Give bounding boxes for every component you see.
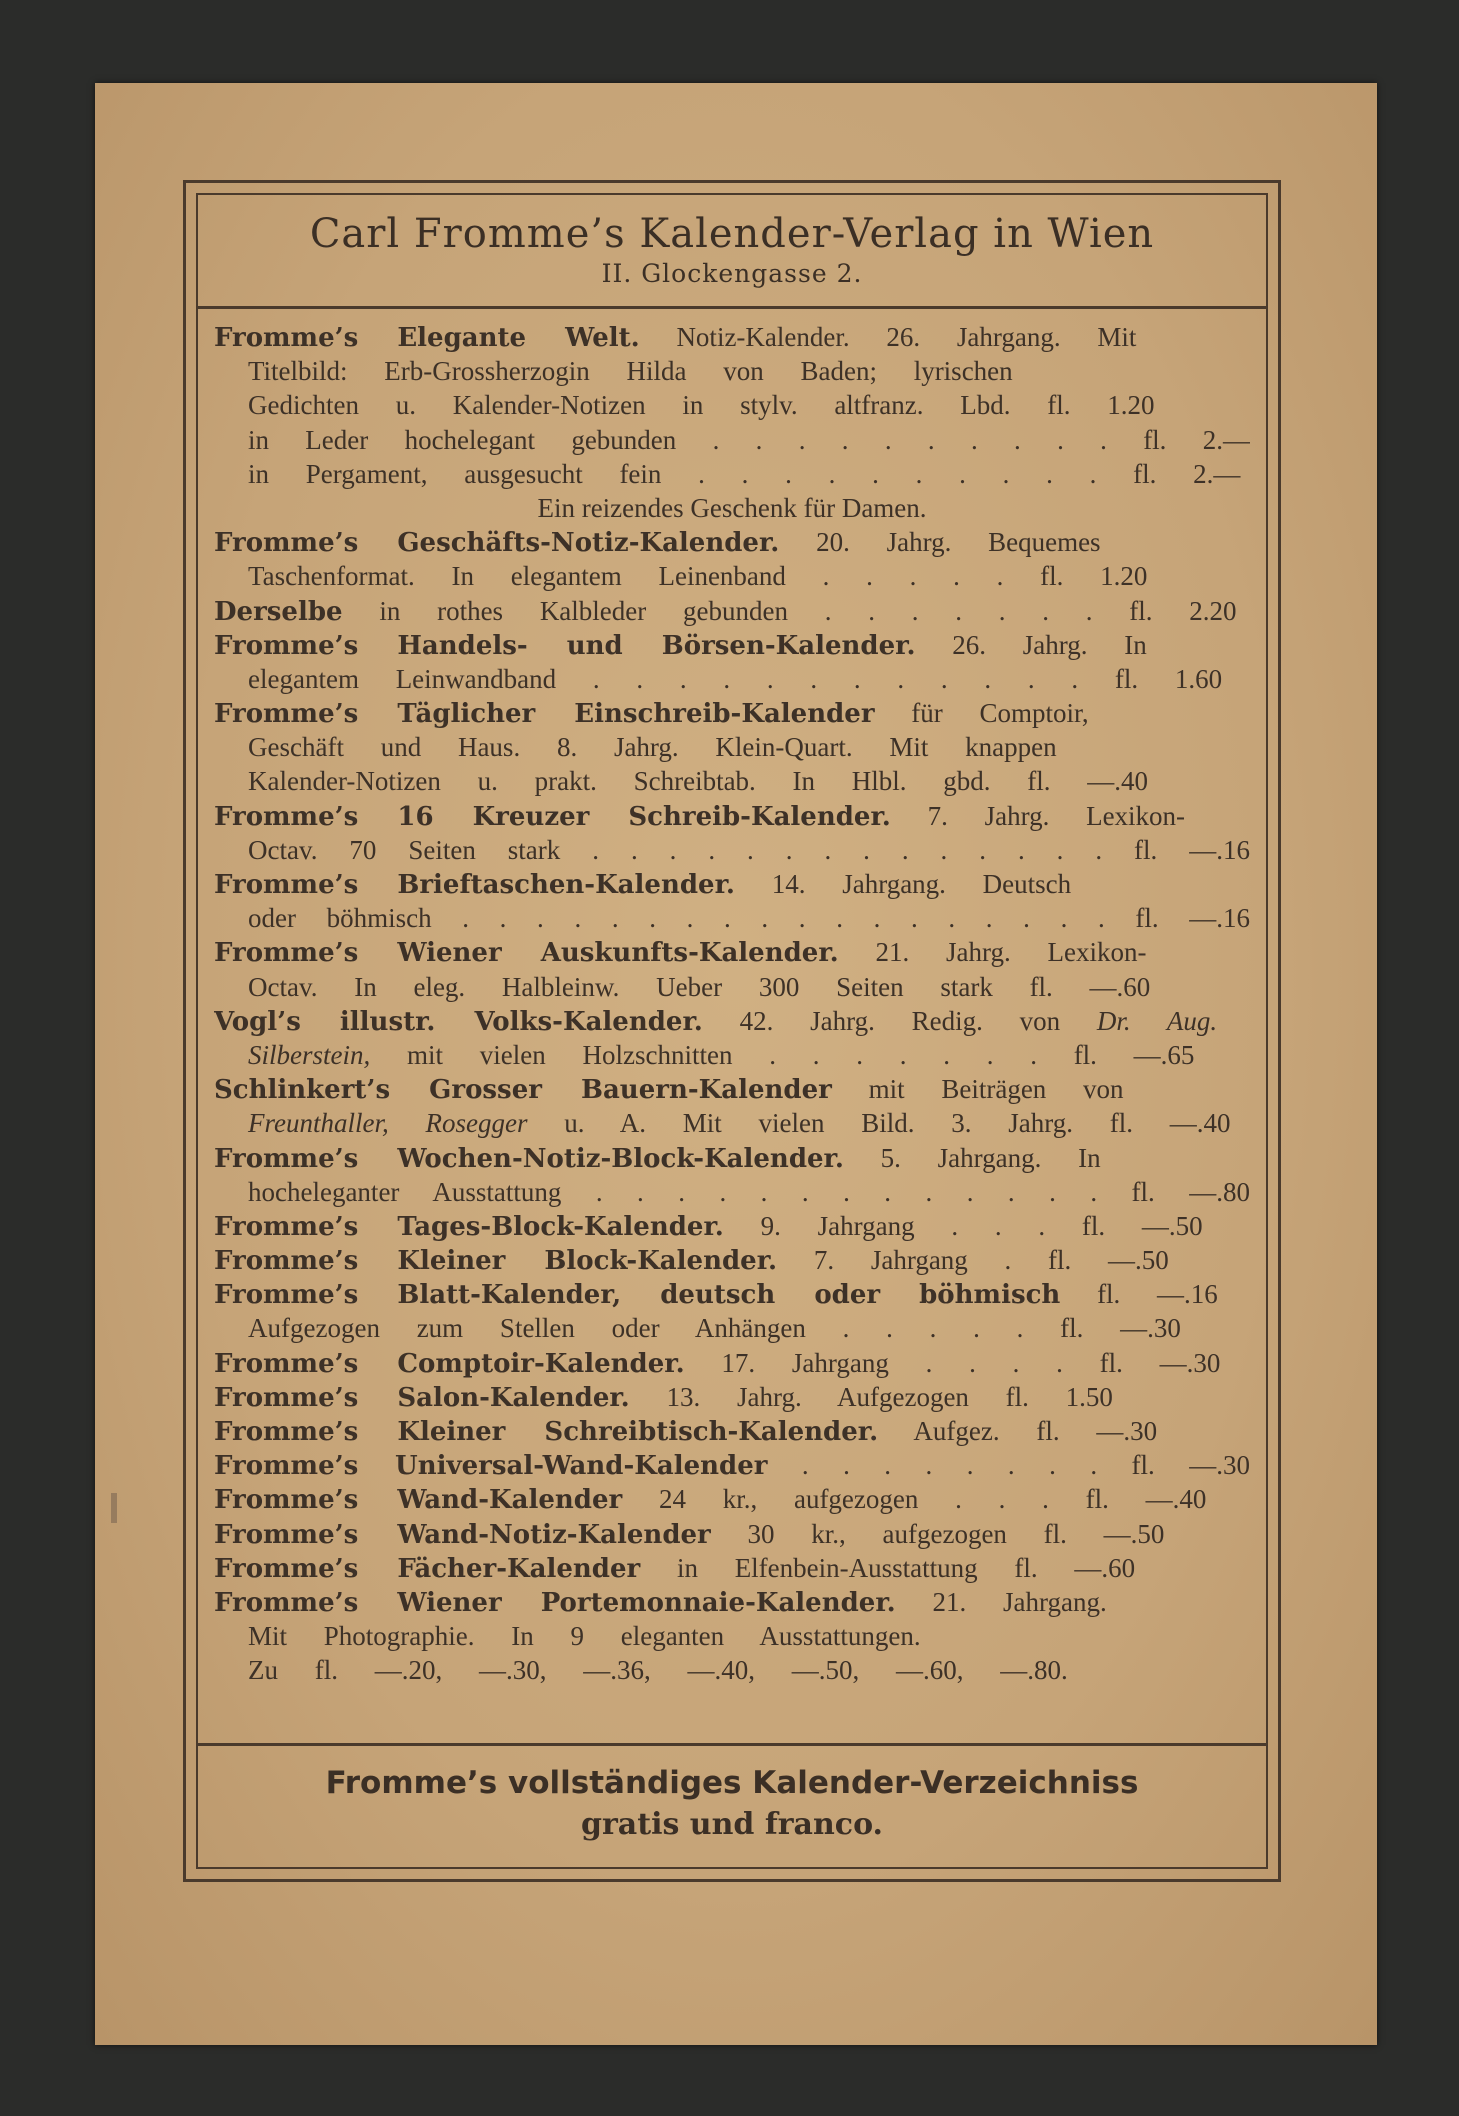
author-name: Silberstein,: [248, 1039, 371, 1070]
list-line-text: [214, 320, 1136, 354]
line-text: 13. Jahrg. Aufgezogen fl. 1.50: [629, 1381, 1113, 1412]
list-line-text: [248, 388, 1155, 422]
list-line: [214, 1141, 1250, 1175]
list-line: [214, 1106, 1250, 1140]
list-line: [214, 1004, 1250, 1038]
calendar-title: Fromme’s Kleiner Schreibtisch-Kalender.: [214, 1417, 879, 1447]
list-line-text: [214, 1448, 1250, 1482]
list-line: [214, 525, 1250, 559]
list-line: [214, 1209, 1250, 1243]
line-text: 20. Jahrg. Bequemes: [779, 527, 1101, 558]
calendar-title: Fromme’s Wand-Kalender: [214, 1485, 623, 1516]
booklet-cover: [95, 83, 1377, 2045]
advert-inner-frame: [196, 193, 1268, 1869]
line-text: in Leder hochelegant gebunden . . . . . . . . . . fl. 2.—: [248, 424, 1250, 455]
list-line: [214, 1414, 1250, 1448]
line-text: 42. Jahrg. Redig. von: [702, 1005, 1097, 1036]
line-text: Octav. In eleg. Halbleinw. Ueber 300 Seiten stark fl. —.60: [248, 971, 1151, 1002]
list-line-text: [214, 594, 1236, 628]
list-line-text: [248, 833, 1250, 867]
calendar-title: Fromme’s Elegante Welt.: [214, 323, 640, 353]
list-line-text: [248, 1175, 1250, 1209]
line-text: fl. —.16: [1060, 1279, 1218, 1310]
list-line-text: [214, 867, 1071, 901]
list-line-text: [248, 662, 1222, 696]
list-line: [214, 1517, 1250, 1551]
list-line-text: [248, 764, 1148, 798]
list-line: [214, 935, 1250, 969]
list-line: [214, 1380, 1250, 1414]
list-line: [214, 1619, 1250, 1653]
list-line-text: [214, 1209, 1203, 1243]
line-text: 7. Jahrgang . fl. —.50: [777, 1245, 1169, 1276]
list-line-text: [248, 559, 1147, 593]
list-line-text: [248, 1311, 1181, 1345]
calendar-title: Schlinkert’s Grosser Bauern-Kalender: [214, 1075, 832, 1106]
list-line: [214, 628, 1250, 662]
author-name: Freunthaller, Rosegger: [248, 1108, 528, 1139]
line-text: u. A. Mit vielen Bild. 3. Jahrg. fl. —.40: [527, 1108, 1231, 1139]
line-text: 17. Jahrgang . . . . fl. —.30: [684, 1347, 1221, 1378]
list-line: [214, 833, 1250, 867]
calendar-title: Fromme’s Handels- und Börsen-Kalender.: [214, 630, 916, 661]
list-line: [214, 423, 1250, 457]
list-line: [214, 320, 1250, 354]
calendar-title: Fromme’s Salon-Kalender.: [214, 1382, 630, 1413]
calendar-title: Fromme’s Kleiner Block-Kalender.: [214, 1246, 778, 1277]
list-line: [214, 764, 1250, 798]
list-line: [214, 1175, 1250, 1209]
list-line: [214, 799, 1250, 833]
calendar-title: Fromme’s Wand-Notiz-Kalender: [214, 1519, 711, 1550]
advert-frame: [183, 180, 1281, 1882]
catalogue-notice-line1: Fromme’s vollständiges Kalender-Verzeichniss: [325, 1765, 1139, 1801]
line-text: in Pergament, ausgesucht fein . . . . . . . . . . fl. 2.—: [248, 458, 1241, 489]
list-line-text: [214, 1482, 1206, 1516]
line-text: Kalender-Notizen u. prakt. Schreibtab. In Hlbl. gbd. fl. —.40: [248, 766, 1149, 797]
line-text: Zu fl. —.20, —.30, —.36, —.40, —.50, —.60, —.80.: [248, 1655, 1068, 1686]
line-text: Taschenformat. In elegantem Leinenband . . . . . fl. 1.20: [248, 561, 1148, 592]
line-text: oder böhmisch . . . . . . . . . . . . . . . . . . fl. —.16: [248, 903, 1250, 934]
calendar-list: [214, 320, 1250, 1688]
publisher-title: Carl Fromme’s Kalender-Verlag in Wien: [309, 211, 1155, 257]
line-text: 24 kr., aufgezogen . . . fl. —.40: [622, 1484, 1207, 1515]
list-line-text: [214, 628, 1147, 662]
list-line-text: [214, 1072, 1124, 1106]
list-line-text: [214, 799, 1185, 833]
line-text: mit vielen Holzschnitten . . . . . . . fl. —.65: [370, 1039, 1195, 1070]
list-line: [214, 696, 1250, 730]
line-text: in Elfenbein-Ausstattung fl. —.60: [640, 1552, 1136, 1583]
list-line: [214, 1448, 1250, 1482]
editor-name: Dr. Aug.: [1096, 1005, 1218, 1036]
list-line-text: [248, 730, 1057, 764]
list-line-text: [248, 1038, 1194, 1072]
list-line-text: [537, 491, 926, 525]
calendar-title: Fromme’s Fächer-Kalender: [214, 1553, 641, 1584]
list-line-text: [214, 1004, 1217, 1038]
line-text: 7. Jahrg. Lexikon-: [890, 800, 1186, 831]
list-line-text: [248, 901, 1250, 935]
list-line-text: [248, 457, 1240, 491]
line-text: Ein reizendes Geschenk für Damen.: [537, 492, 927, 523]
line-text: hocheleganter Ausstattung . . . . . . . . . . . . . fl. —.80: [248, 1176, 1250, 1207]
list-line-text: [214, 1551, 1135, 1585]
calendar-title: Fromme’s Universal-Wand-Kalender: [214, 1451, 768, 1482]
list-line: [214, 1551, 1250, 1585]
calendar-title: Derselbe: [214, 596, 343, 627]
line-text: Notiz-Kalender. 26. Jahrgang. Mit: [639, 322, 1137, 352]
catalogue-notice: [198, 1743, 1266, 1867]
list-line: [214, 388, 1250, 422]
list-line-text: [248, 1106, 1230, 1140]
calendar-title: Vogl’s illustr. Volks-Kalender.: [214, 1006, 703, 1037]
calendar-title: Fromme’s Blatt-Kalender, deutsch oder böhmisch: [214, 1280, 1061, 1311]
list-line: [214, 662, 1250, 696]
line-text: Gedichten u. Kalender-Notizen in stylv. altfranz. Lbd. fl. 1.20: [248, 390, 1155, 421]
line-text: 26. Jahrg. In: [915, 629, 1147, 660]
list-line: [214, 1038, 1250, 1072]
list-line-text: [248, 970, 1150, 1004]
line-text: 21. Jahrg. Lexikon-: [838, 937, 1147, 968]
list-line: [214, 491, 1250, 525]
list-line-text: [248, 1619, 921, 1653]
list-line: [214, 1277, 1250, 1311]
list-line-text: [214, 525, 1101, 559]
list-line-text: [214, 1277, 1218, 1311]
list-line-text: [214, 1414, 1157, 1448]
list-line-text: [248, 423, 1250, 457]
calendar-title: Fromme’s Wiener Portemonnaie-Kalender.: [214, 1587, 896, 1618]
edge-stain: [111, 1493, 117, 1523]
list-line: [214, 1311, 1250, 1345]
line-text: Aufgez. fl. —.30: [878, 1416, 1158, 1446]
list-line: [214, 901, 1250, 935]
list-line: [214, 457, 1250, 491]
list-line: [214, 867, 1250, 901]
list-line: [214, 594, 1250, 628]
list-line: [214, 1482, 1250, 1516]
list-line-text: [248, 1653, 1068, 1687]
list-line: [214, 354, 1250, 388]
catalogue-notice-line2: gratis und franco.: [580, 1807, 883, 1842]
calendar-title: Fromme’s Comptoir-Kalender.: [214, 1348, 685, 1379]
line-text: 9. Jahrgang . . . fl. —.50: [723, 1210, 1203, 1241]
list-line-text: [214, 1380, 1113, 1414]
list-line: [214, 1653, 1250, 1687]
list-line: [214, 1585, 1250, 1619]
list-line-text: [214, 1243, 1169, 1277]
list-line-text: [214, 1346, 1220, 1380]
list-line: [214, 559, 1250, 593]
list-line-text: [214, 935, 1146, 969]
calendar-title: Fromme’s Wochen-Notiz-Block-Kalender.: [214, 1143, 844, 1174]
list-line-text: [248, 354, 1013, 388]
list-line: [214, 1346, 1250, 1380]
list-line-text: [214, 1141, 1101, 1175]
line-text: Octav. 70 Seiten stark . . . . . . . . . . . . . . fl. —.16: [248, 834, 1250, 865]
line-text: Mit Photographie. In 9 eleganten Ausstattungen.: [248, 1621, 921, 1652]
list-line-text: [214, 1517, 1164, 1551]
calendar-title: Fromme’s Brieftaschen-Kalender.: [214, 870, 735, 900]
line-text: für Comptoir,: [874, 698, 1089, 729]
list-line-text: [214, 1585, 1107, 1619]
line-text: elegantem Leinwandband . . . . . . . . . . . . fl. 1.60: [248, 663, 1223, 694]
line-text: 30 kr., aufgezogen fl. —.50: [710, 1518, 1165, 1549]
list-line: [214, 1072, 1250, 1106]
line-text: Aufgezogen zum Stellen oder Anhängen . . . . . fl. —.30: [248, 1313, 1181, 1344]
list-line: [214, 970, 1250, 1004]
line-text: mit Beiträgen von: [831, 1074, 1124, 1105]
line-text: 5. Jahrgang. In: [843, 1142, 1101, 1173]
list-line-text: [214, 696, 1089, 730]
calendar-title: Fromme’s Geschäfts-Notiz-Kalender.: [214, 528, 780, 559]
line-text: in rothes Kalbleder gebunden . . . . . . . fl. 2.20: [342, 595, 1237, 626]
calendar-title: Fromme’s Täglicher Einschreib-Kalender: [214, 699, 875, 730]
publisher-header: [198, 195, 1266, 309]
line-text: 21. Jahrgang.: [895, 1586, 1107, 1617]
list-line: [214, 1243, 1250, 1277]
line-text: Geschäft und Haus. 8. Jahrg. Klein-Quart. Mit knappen: [248, 732, 1057, 763]
publisher-address: II. Glockengasse 2.: [601, 259, 863, 288]
calendar-title: Fromme’s 16 Kreuzer Schreib-Kalender.: [214, 801, 891, 832]
calendar-title: Fromme’s Wiener Auskunfts-Kalender.: [214, 938, 839, 969]
list-line: [214, 730, 1250, 764]
calendar-title: Fromme’s Tages-Block-Kalender.: [214, 1211, 724, 1242]
line-text: . . . . . . . . fl. —.30: [767, 1450, 1250, 1481]
line-text: Titelbild: Erb-Grossherzogin Hilda von Baden; lyrischen: [248, 356, 1013, 387]
line-text: 14. Jahrgang. Deutsch: [734, 869, 1072, 899]
